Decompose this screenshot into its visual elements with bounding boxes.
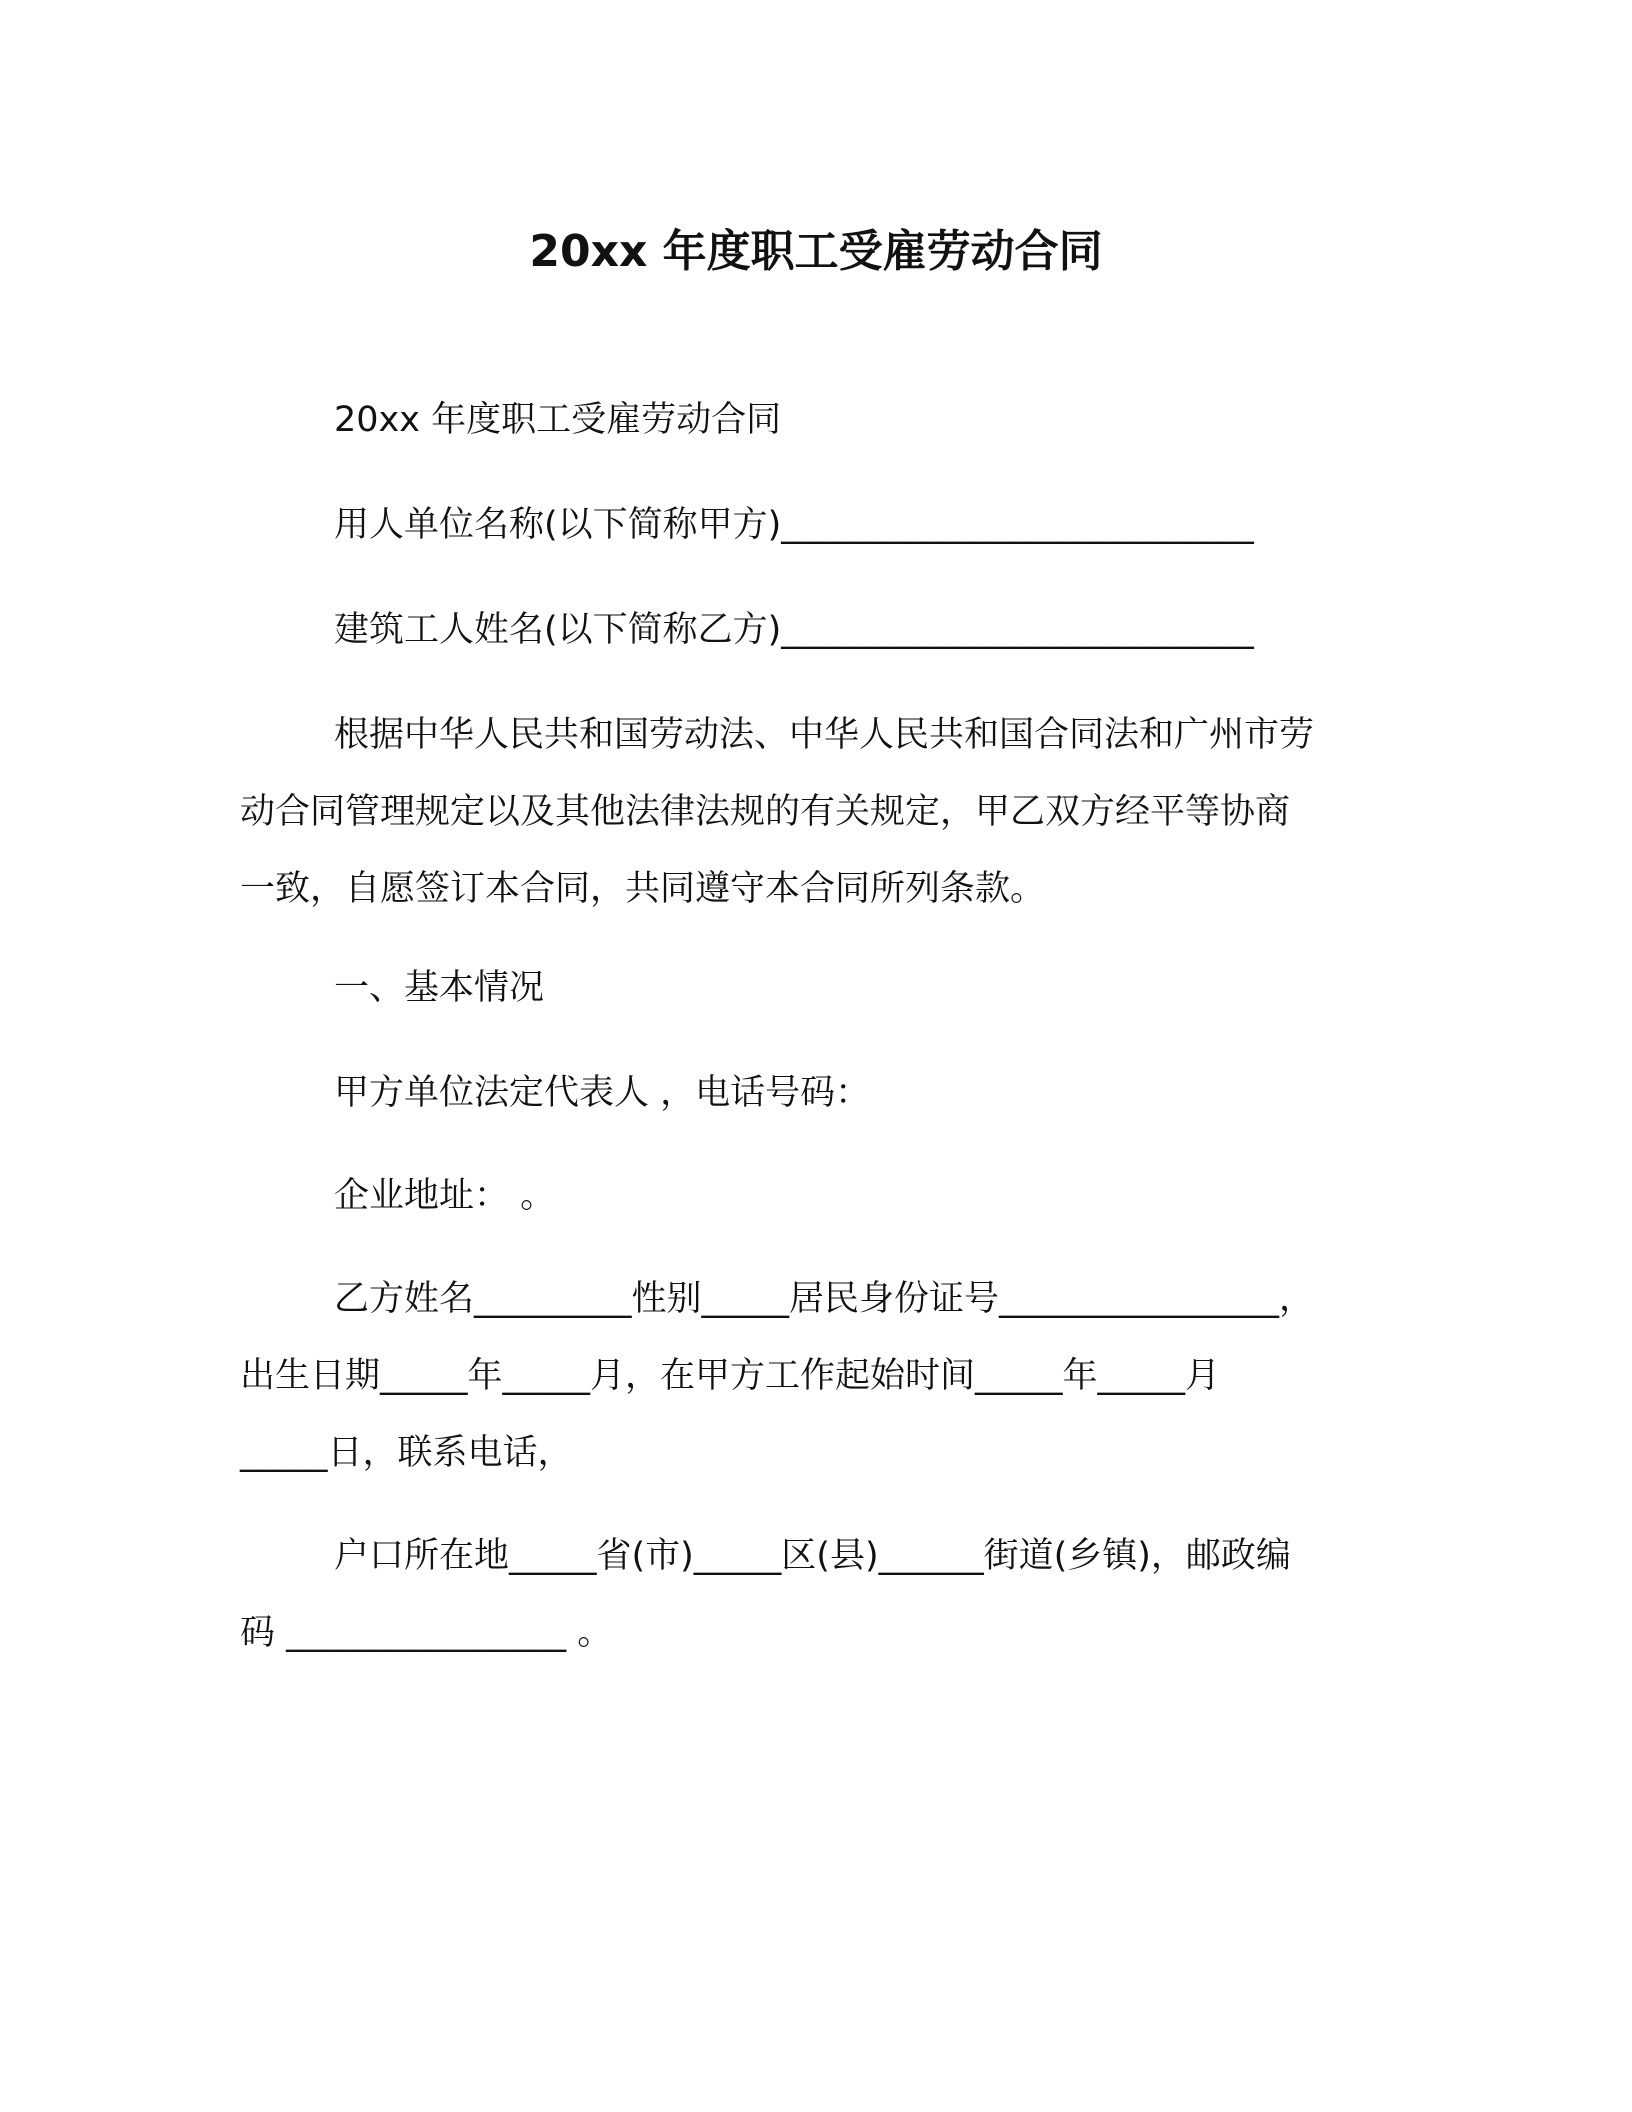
section-heading-basic-info — [240, 950, 1400, 1027]
preamble-line-3: 一致，自愿签订本合同，共同遵守本合同所列条款。 — [240, 869, 1046, 909]
worker-name-text: 建筑工人姓名(以下简称乙方)___________________________ — [334, 610, 1254, 650]
party-b-info-paragraph — [240, 1261, 1400, 1492]
enterprise-address-line — [240, 1158, 1400, 1235]
household-paragraph — [240, 1518, 1400, 1672]
employer-name-line — [240, 487, 1400, 564]
preamble-line-2: 动合同管理规定以及其他法律法规的有关规定，甲乙双方经平等协商 — [240, 792, 1291, 832]
enterprise-address-text: 企业地址： 。 — [334, 1176, 556, 1216]
preamble-paragraph — [240, 697, 1400, 928]
legal-representative-line — [240, 1055, 1400, 1132]
employer-name-text: 用人单位名称(以下简称甲方)___________________________ — [334, 505, 1254, 545]
section-heading-text: 一、基本情况 — [334, 968, 545, 1008]
party-b-info-line-3: _____日，联系电话， — [240, 1433, 573, 1473]
document-subtitle — [240, 382, 1400, 459]
legal-representative-text: 甲方单位法定代表人 ，电话号码： — [334, 1073, 871, 1113]
party-b-info-line-2: 出生日期_____年_____月，在甲方工作起始时间_____年_____月 — [240, 1356, 1221, 1396]
document-title: 20xx 年度职工受雇劳动合同 — [529, 226, 1103, 277]
preamble-line-1: 根据中华人民共和国劳动法、中华人民共和国合同法和广州市劳 — [334, 715, 1315, 755]
subtitle-text: 20xx 年度职工受雇劳动合同 — [334, 400, 782, 440]
party-b-info-line-1: 乙方姓名_________性别_____居民身份证号________________， — [334, 1279, 1315, 1319]
household-line-1: 户口所在地_____省(市)_____区(县)______街道(乡镇)，邮政编 — [334, 1536, 1291, 1576]
household-line-2: 码 ________________ 。 — [240, 1613, 613, 1653]
worker-name-line — [240, 592, 1400, 669]
